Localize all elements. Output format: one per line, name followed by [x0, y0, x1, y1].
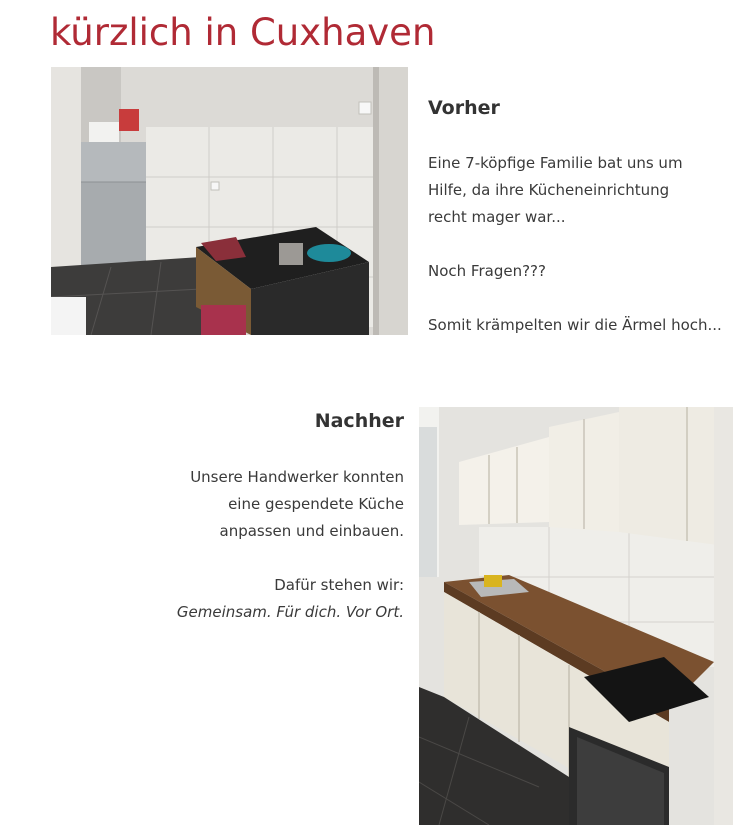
before-paragraph-1: [428, 150, 722, 231]
before-kitchen-photo: [51, 67, 408, 335]
after-paragraph-2: [177, 572, 404, 626]
before-description: [428, 150, 722, 339]
after-kitchen-photo: [419, 407, 733, 825]
page-title: kürzlich in Cuxhaven: [50, 11, 436, 54]
after-heading: Nachher: [314, 410, 404, 432]
after-line: Dafür stehen wir:: [274, 576, 404, 594]
after-line: Unsere Handwerker konnten: [190, 468, 404, 486]
before-heading: Vorher: [428, 97, 500, 119]
before-paragraph-2: Noch Fragen???: [428, 262, 546, 280]
before-line: Hilfe, da ihre Kücheneinrichtung: [428, 181, 670, 199]
before-line: Eine 7-köpfige Familie bat uns um: [428, 154, 683, 172]
after-description: [177, 464, 404, 626]
after-line: eine gespendete Küche: [228, 495, 404, 513]
after-paragraph-1: [177, 464, 404, 545]
before-line: recht mager war...: [428, 208, 566, 226]
before-paragraph-3: Somit krämpelten wir die Ärmel hoch...: [428, 316, 722, 334]
after-line: anpassen und einbauen.: [219, 522, 404, 540]
slogan: Gemeinsam. Für dich. Vor Ort.: [176, 603, 404, 621]
